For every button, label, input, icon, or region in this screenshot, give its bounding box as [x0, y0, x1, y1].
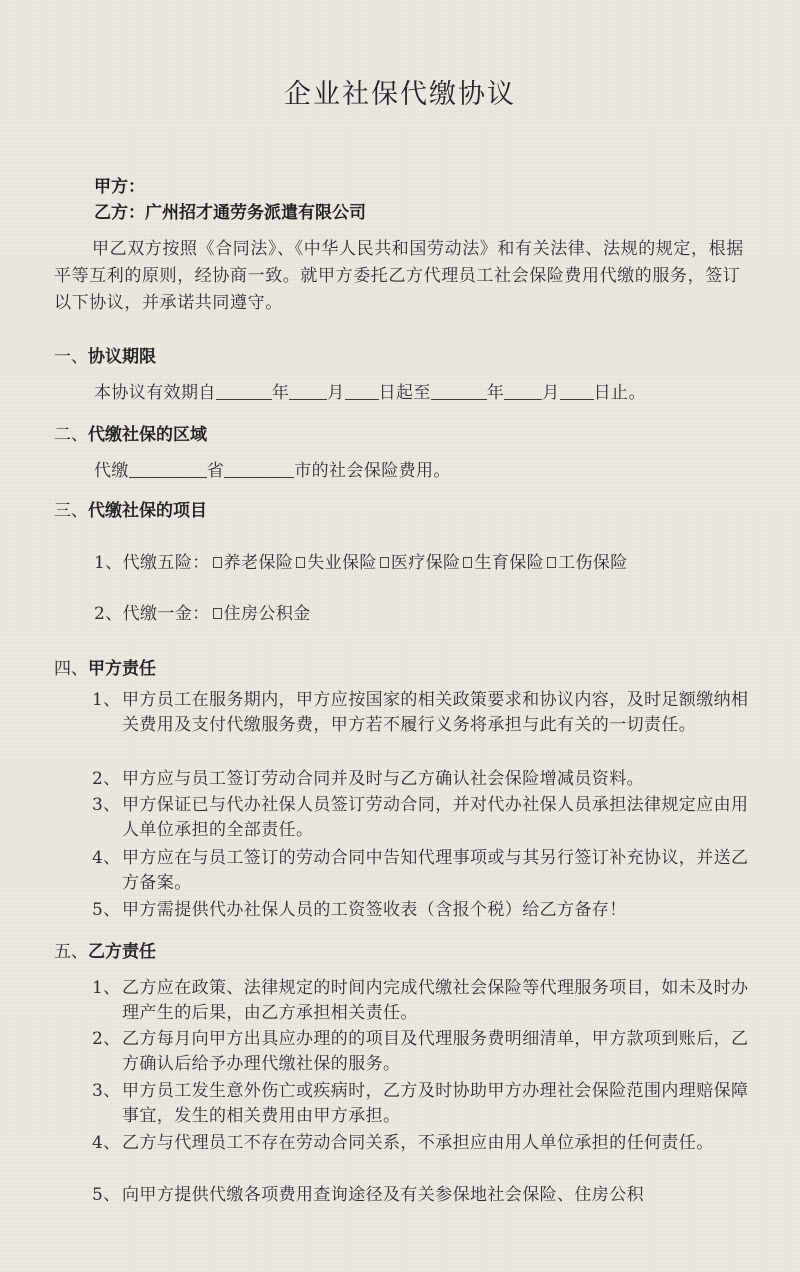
- list-number: 1、: [92, 978, 121, 998]
- end-month-field[interactable]: [504, 381, 542, 400]
- section-3-title: 代缴社保的项目: [88, 501, 207, 521]
- list-text: 甲方需提供代办社保人员的工资签收表（含报个税）给乙方备存！: [122, 900, 627, 920]
- party-a-duty-2: [92, 767, 762, 792]
- party-b-duty-3: [92, 1079, 762, 1129]
- housing-fund-label: 2、代缴一金：: [94, 604, 210, 624]
- section-5-title: 乙方责任: [88, 942, 156, 962]
- list-text: 甲方保证已与代办社保人员签订劳动合同，并对代办社保人员承担法律规定应由用人单位承担的全部责任。: [122, 795, 749, 840]
- section-4-title: 甲方责任: [88, 659, 156, 679]
- checkbox-unemployment[interactable]: [296, 557, 305, 568]
- start-month-field[interactable]: [289, 381, 327, 400]
- region-prefix: 代缴: [94, 461, 129, 481]
- section-1-heading: [54, 342, 156, 367]
- month-label-1: 月: [327, 383, 345, 403]
- section-4-heading: [54, 654, 156, 679]
- list-number: 5、: [92, 900, 121, 920]
- party-a-duty-4: [92, 846, 762, 896]
- list-text: 甲方应在与员工签订的劳动合同中告知代理事项或与其另行签订补充协议，并送乙方备案。: [122, 848, 749, 893]
- province-field[interactable]: [129, 459, 207, 478]
- section-1-title: 协议期限: [88, 347, 156, 367]
- party-b-label: 乙方：广州招才通劳务派遣有限公司: [94, 203, 366, 223]
- insurance-medical: 医疗保险: [390, 553, 461, 573]
- five-insurances-label: 1、代缴五险：: [94, 553, 210, 573]
- list-number: 3、: [92, 1081, 121, 1101]
- housing-fund-text: 住房公积金: [223, 604, 311, 624]
- city-field[interactable]: [224, 459, 294, 478]
- checkbox-pension[interactable]: [213, 557, 222, 568]
- housing-fund-line: [94, 599, 311, 624]
- day-end-label: 日止。: [593, 383, 646, 403]
- list-text: 乙方每月向甲方出具应办理的的项目及代理服务费明细清单，甲方款项到账后，乙方确认后给予办理代缴社保的服务。: [122, 1029, 749, 1074]
- checkbox-housing-fund[interactable]: [213, 608, 222, 619]
- list-number: 3、: [92, 795, 121, 815]
- insurance-work-injury: 工伤保险: [558, 553, 628, 573]
- section-2-number: 二、: [54, 425, 88, 445]
- insurance-unemployment: 失业保险: [307, 553, 377, 573]
- city-suffix: 市的社会保险费用。: [294, 461, 451, 481]
- insurance-pension: 养老保险: [223, 553, 294, 573]
- period-prefix: 本协议有效期自: [94, 383, 216, 403]
- insurance-maternity: 生育保险: [474, 553, 545, 573]
- province-label: 省: [206, 461, 225, 481]
- checkbox-maternity[interactable]: [463, 557, 472, 568]
- section-5-heading: [54, 937, 156, 962]
- end-year-field[interactable]: [431, 381, 487, 400]
- party-b-duty-4: [92, 1131, 762, 1156]
- list-number: 4、: [92, 848, 121, 868]
- month-label-2: 月: [542, 383, 560, 403]
- party-a-duty-3: [92, 793, 762, 843]
- agreement-period-line: [94, 378, 646, 403]
- party-b-duty-1: [92, 976, 762, 1026]
- party-b-duty-2: [92, 1027, 762, 1077]
- section-3-heading: [54, 496, 207, 521]
- intro-paragraph: 甲乙双方按照《合同法》、《中华人民共和国劳动法》和有关法律、法规的规定，根据平等互利的原则，经协商一致。就甲方委托乙方代理员工社会保险费用代缴的服务，签订以下协议，并承诺共同遵守。: [54, 239, 744, 313]
- party-a-duty-5: [92, 898, 762, 923]
- section-5-number: 五、: [54, 942, 88, 962]
- day-from-label: 日起至: [378, 383, 431, 403]
- list-text: 向甲方提供代缴各项费用查询途径及有关参保地社会保险、住房公积: [122, 1185, 644, 1205]
- checkbox-medical[interactable]: [380, 557, 389, 568]
- five-insurances-line: [94, 548, 628, 573]
- document-title: 企业社保代缴协议: [284, 79, 516, 110]
- region-line: [94, 456, 451, 481]
- list-number: 4、: [92, 1133, 121, 1153]
- list-text: 甲方应与员工签订劳动合同并及时与乙方确认社会保险增减员资料。: [122, 769, 644, 789]
- list-number: 1、: [92, 690, 121, 710]
- list-number: 2、: [92, 769, 121, 789]
- section-3-number: 三、: [54, 501, 88, 521]
- start-year-field[interactable]: [216, 381, 272, 400]
- party-a-duty-1: [92, 688, 762, 738]
- section-1-number: 一、: [54, 347, 88, 367]
- list-text: 甲方员工发生意外伤亡或疾病时，乙方及时协助甲方办理社会保险范围内理赔保障事宜，发生的相关费用由甲方承担。: [122, 1081, 749, 1126]
- list-number: 5、: [92, 1185, 121, 1205]
- end-day-field[interactable]: [560, 381, 594, 400]
- year-label-1: 年: [271, 383, 290, 403]
- section-4-number: 四、: [54, 659, 88, 679]
- section-2-title: 代缴社保的区域: [88, 425, 207, 445]
- list-text: 乙方与代理员工不存在劳动合同关系，不承担应由用人单位承担的任何责任。: [122, 1133, 714, 1153]
- section-2-heading: [54, 420, 207, 445]
- year-label-2: 年: [486, 383, 505, 403]
- list-number: 2、: [92, 1029, 121, 1049]
- party-a-label: 甲方：: [94, 177, 145, 197]
- list-text: 甲方员工在服务期内，甲方应按国家的相关政策要求和协议内容，及时足额缴纳相关费用及支付代缴服务费，甲方若不履行义务将承担与此有关的一切责任。: [122, 690, 749, 735]
- checkbox-work-injury[interactable]: [547, 557, 556, 568]
- list-text: 乙方应在政策、法律规定的时间内完成代缴社会保险等代理服务项目，如未及时办理产生的后果，由乙方承担相关责任。: [122, 978, 749, 1023]
- start-day-field[interactable]: [345, 381, 379, 400]
- party-b-duty-5: [92, 1183, 762, 1208]
